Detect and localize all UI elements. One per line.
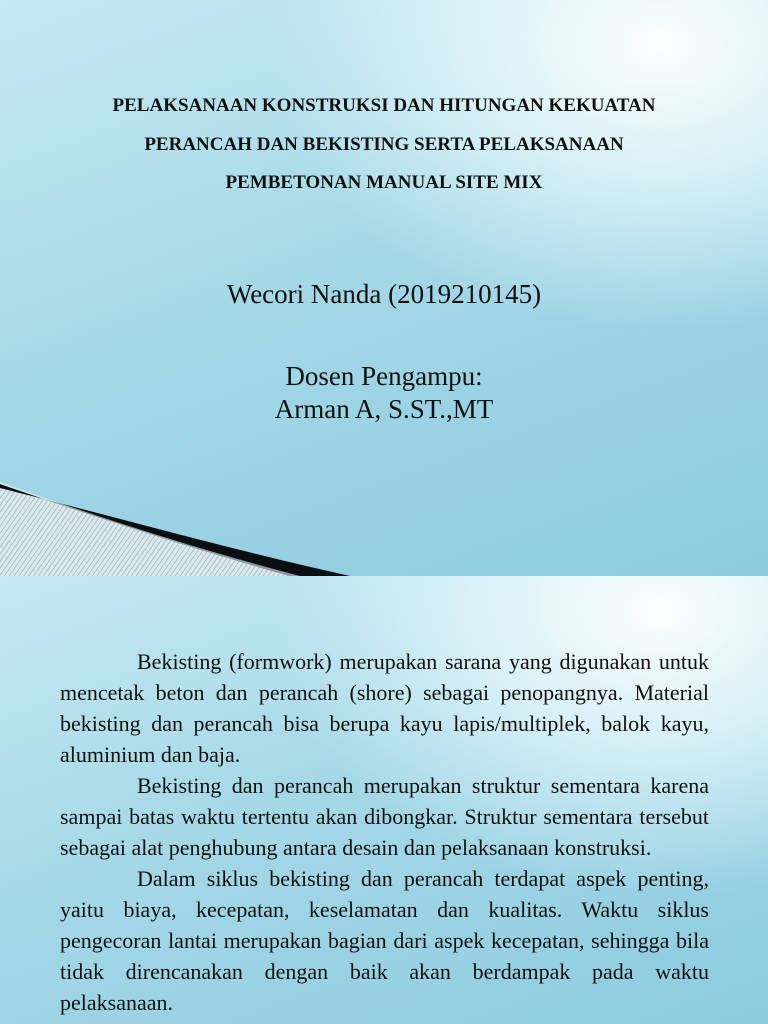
- paragraph-2: Bekisting dan perancah merupakan struktur sementara karena sampai batas waktu tertentu akan dibongkar. Struktur sementara tersebut sebagai alat penghubung antara desain dan pelaksanaan konstruksi.: [60, 773, 709, 860]
- decorative-swoosh: [0, 470, 768, 576]
- content-slide: [0, 576, 768, 1024]
- paragraph-3: Dalam siklus bekisting dan perancah terdapat aspek penting, yaitu biaya, kecepatan, keselamatan dan kualitas. Waktu siklus pengecoran lantai merupakan bagian dari aspek kecepatan, sehingga bila tidak direncanakan dengan baik akan berdampak pada waktu pelaksanaan.: [60, 866, 709, 1015]
- title-line-3: PEMBETONAN MANUAL SITE MIX: [225, 172, 543, 193]
- paragraph-1: Bekisting (formwork) merupakan sarana yang digunakan untuk mencetak beton dan perancah (shore) sebagai penopangnya. Material bekisting dan perancah bisa berupa kayu lapis/multiplek, balok kayu, aluminium dan baja.: [60, 649, 709, 767]
- lecturer-label: Dosen Pengampu:: [285, 361, 483, 391]
- title-line-1: PELAKSANAAN KONSTRUKSI DAN HITUNGAN KEKUATAN: [112, 95, 656, 116]
- lecturer-block: [0, 360, 768, 426]
- title-line-2: PERANCAH DAN BEKISTING SERTA PELAKSANAAN: [144, 133, 624, 155]
- body-text: [60, 646, 709, 1018]
- slide-title: [40, 87, 728, 203]
- author-name: Wecori Nanda (2019210145): [226, 279, 542, 309]
- lecturer-name: Arman A, S.ST.,MT: [274, 394, 494, 424]
